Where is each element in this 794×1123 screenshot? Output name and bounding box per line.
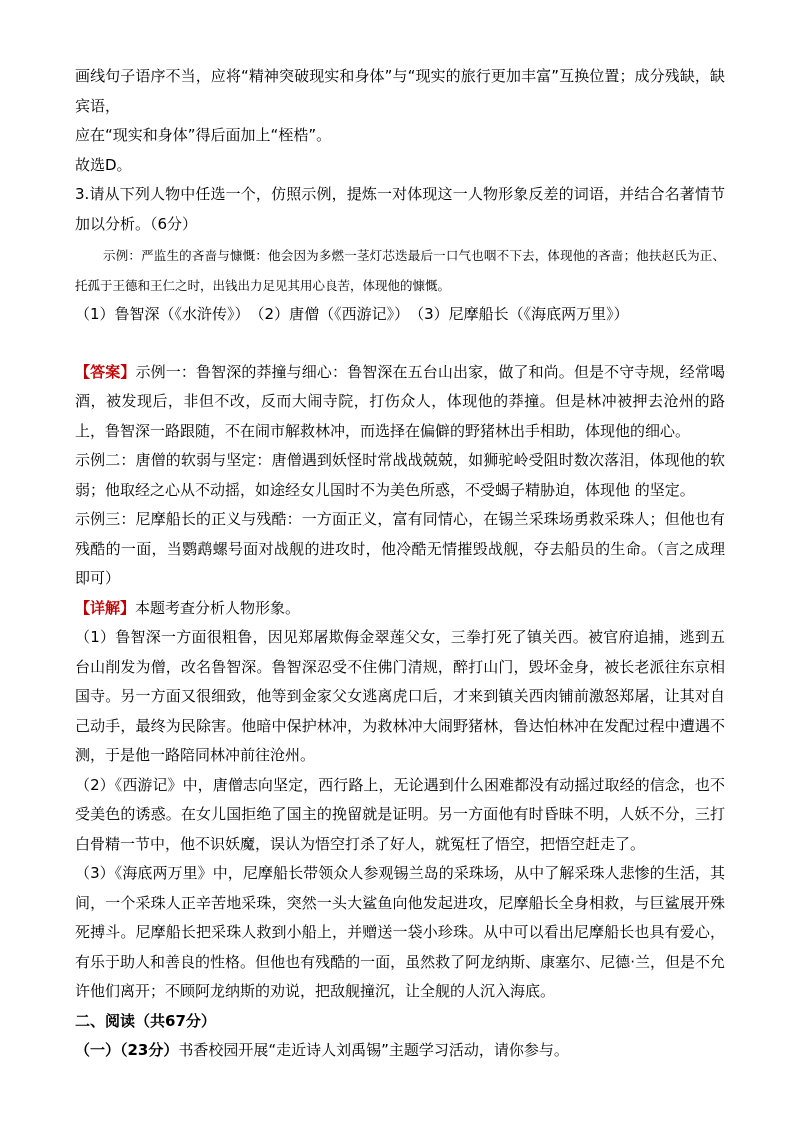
analysis-line-1: 画线句子语序不当，应将“精神突破现实和身体”与“现实的旅行更加丰富”互换位置；成分残缺，缺宾语， bbox=[75, 67, 725, 115]
spacer bbox=[75, 330, 725, 358]
section-heading: 二、阅读（共67分） bbox=[75, 1011, 216, 1030]
part-1-intro bbox=[75, 1036, 725, 1066]
question-example: 示例：严监生的吝啬与慷慨：他会因为多燃一茎灯芯迭最后一口气也咽不下去，体现他的吝啬；他扶赵氏为正、托孤于王德和王仁之时，出钱出力足见其用心良苦，体现他的慷慨。 bbox=[75, 248, 725, 293]
question-options: （1）鲁智深（《水浒传》） （2）唐僧（《西游记》） （3）尼摩船长（《海底两万里》） bbox=[75, 305, 629, 323]
detail-2: （2）《西游记》中，唐僧志向坚定，西行路上，无论遇到什么困难都没有动摇过取经的信念，也不受美色的诱惑。在女儿国拒绝了国主的挽留就是证明。另一方面他有时昏昧不明，人妖不分，三打白骨精一节中，他不识妖魔，误认为悟空打杀了好人，就冤枉了悟空，把悟空赶走了。 bbox=[75, 775, 725, 853]
conclusion-line: 故选D。 bbox=[75, 155, 132, 174]
part-1-text: 书香校园开展“走近诗人刘禹锡”主题学习活动，请你参与。 bbox=[178, 1041, 569, 1059]
analysis-line-2: 应在“现实和身体”得后面加上“桎梏”。 bbox=[75, 126, 332, 144]
answer-text-1: 示例一：鲁智深的莽撞与细心：鲁智深在五台山出家，做了和尚。但是不守寺规，经常喝酒，被发现后，非但不改，反而大闹寺院，打伤众人，体现他的莽撞。但是林冲被押去沧州的路 上，鲁智深一路跟随，不在闹市解救林冲，而选择在偏僻的野猪林出手相助，体现他的细心。 bbox=[75, 362, 725, 440]
detail-paragraph bbox=[75, 594, 725, 624]
answer-tag: 【答案】 bbox=[75, 362, 136, 381]
detail-text: 本题考查分析人物形象。 bbox=[135, 598, 301, 617]
answer-paragraph-3: 示例三：尼摩船长的正义与残酷：一方面正义，富有同情心，在锡兰采珠场勇救采珠人；但他也有残酷的一面，当鹦鹉螺号面对战舰的进攻时，他冷酷无情摧毁战舰，夺去船员的生命。（言之成理即可） bbox=[75, 510, 725, 587]
detail-3: （3）《海底两万里》中，尼摩船长带领众人参观锡兰岛的采珠场，从中了解采珠人悲惨的生活，其间，一个采珠人正辛苦地采珠，突然一头大鲨鱼向他发起进攻，尼摩船长全身相救，与巨鲨展开殊死搏斗。尼摩船长把采珠人救到小船上，并赠送一袋小珍珠。从中可以看出尼摩船长也具有爱心，有乐于助人和善良的性格。但他也有残酷的一面，虽然救了阿龙纳斯、康塞尔、尼德·兰，但是不允许他们离开；不顾阿龙纳斯的劝说，把敌舰撞沉，让全舰的人沉入海底。 bbox=[75, 864, 725, 1000]
detail-tag: 【详解】 bbox=[75, 598, 136, 617]
answer-paragraph-1 bbox=[75, 358, 725, 447]
document-body bbox=[75, 62, 725, 1066]
answer-paragraph-2: 示例二：唐僧的软弱与坚定：唐僧遇到妖怪时常战战兢兢，如狮驼岭受阻时数次落泪，体现他的软弱；他取经之心从不动摇，如途经女儿国时不为美色所惑，不受蝎子精胁迫，体现他 的坚定。 bbox=[75, 451, 725, 499]
part-1-label: （一）（23分） bbox=[75, 1041, 179, 1059]
question-3: 3.请从下列人物中任选一个，仿照示例，提炼一对体现这一人物形象反差的词语，并结合名著情节加以分析。（6分） bbox=[75, 185, 725, 233]
detail-1: （1）鲁智深一方面很粗鲁，因见郑屠欺侮金翠莲父女，三拳打死了镇关西。被官府追捕，逃到五台山削发为僧，改名鲁智深。鲁智深忍受不住佛门清规，醉打山门，毁坏金身，被长老派往东京相国寺。另一方面又很细致，他等到金家父女逃离虎口后，才来到镇关西肉铺前激怒郑屠，让其对自己动手，最终为民除害。他暗中保护林冲，为救林冲大闹野猪林，鲁达怕林冲在发配过程中遭遇不测，于是他一路陪同林冲前往沧州。 bbox=[75, 628, 725, 764]
